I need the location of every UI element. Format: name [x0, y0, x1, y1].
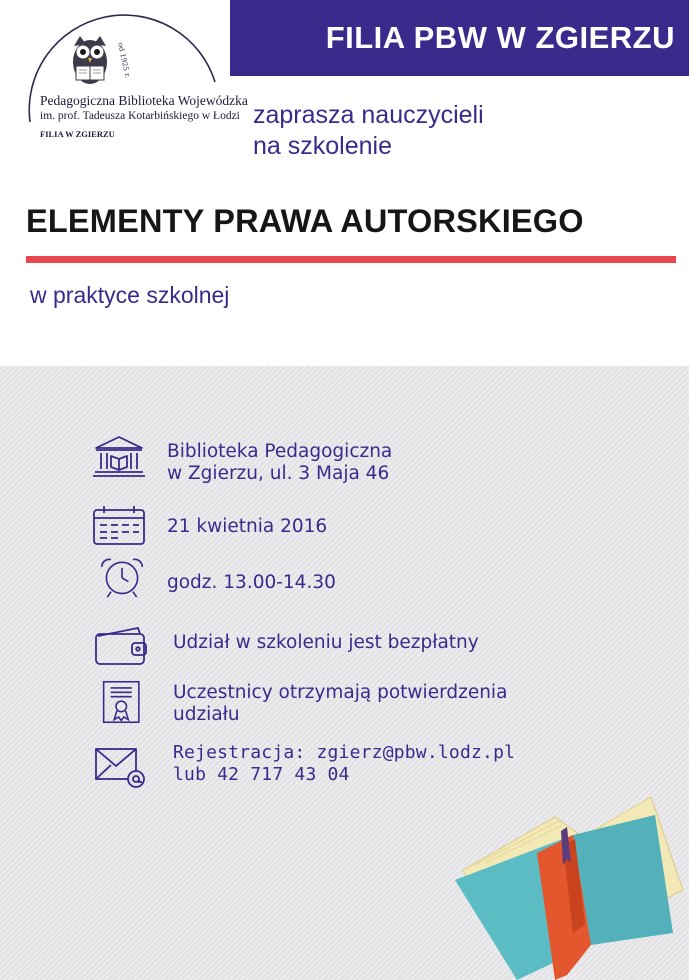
library-logo [20, 12, 248, 152]
certificate-line-2: udziału [173, 704, 240, 725]
training-title: ELEMENTY PRAWA AUTORSKIEGO [26, 203, 584, 239]
logo-established-year: od 1925 r. [116, 42, 132, 79]
fee-info: Udział w szkoleniu jest bezpłatny [173, 632, 479, 653]
certificate-line-1: Uczestnicy otrzymają potwierdzenia [173, 682, 508, 703]
time-info: godz. 13.00-14.30 [167, 572, 336, 593]
email-envelope-icon [94, 746, 148, 790]
location-line-2: w Zgierzu, ul. 3 Maja 46 [167, 463, 390, 484]
wallet-icon [94, 624, 148, 668]
title-underline [26, 256, 676, 263]
registration-phone: lub 42 717 43 04 [173, 764, 350, 785]
invitation-line-2: na szkolenie [253, 132, 392, 160]
logo-branch: FILIA W ZGIERZU [40, 129, 115, 139]
certificate-icon [96, 680, 150, 724]
logo-patron: im. prof. Tadeusza Kotarbińskiego w Łodzi [40, 110, 240, 122]
invitation-line-1: zaprasza nauczycieli [253, 101, 484, 129]
location-info [167, 441, 392, 485]
training-subtitle: w praktyce szkolnej [30, 282, 230, 308]
calendar-icon [92, 504, 146, 548]
branch-banner: FILIA PBW W ZGIERZU [230, 0, 689, 76]
alarm-clock-icon [95, 555, 149, 599]
certificate-info [173, 682, 507, 726]
date-info: 21 kwietnia 2016 [167, 516, 328, 537]
open-book-icon [455, 775, 685, 980]
registration-email[interactable]: Rejestracja: zgierz@pbw.lodz.pl [173, 742, 516, 763]
invitation [253, 100, 484, 162]
logo-library-name: Pedagogiczna Biblioteka Wojewódzka [40, 93, 248, 108]
location-line-1: Biblioteka Pedagogiczna [167, 441, 393, 462]
library-building-icon [92, 434, 146, 478]
